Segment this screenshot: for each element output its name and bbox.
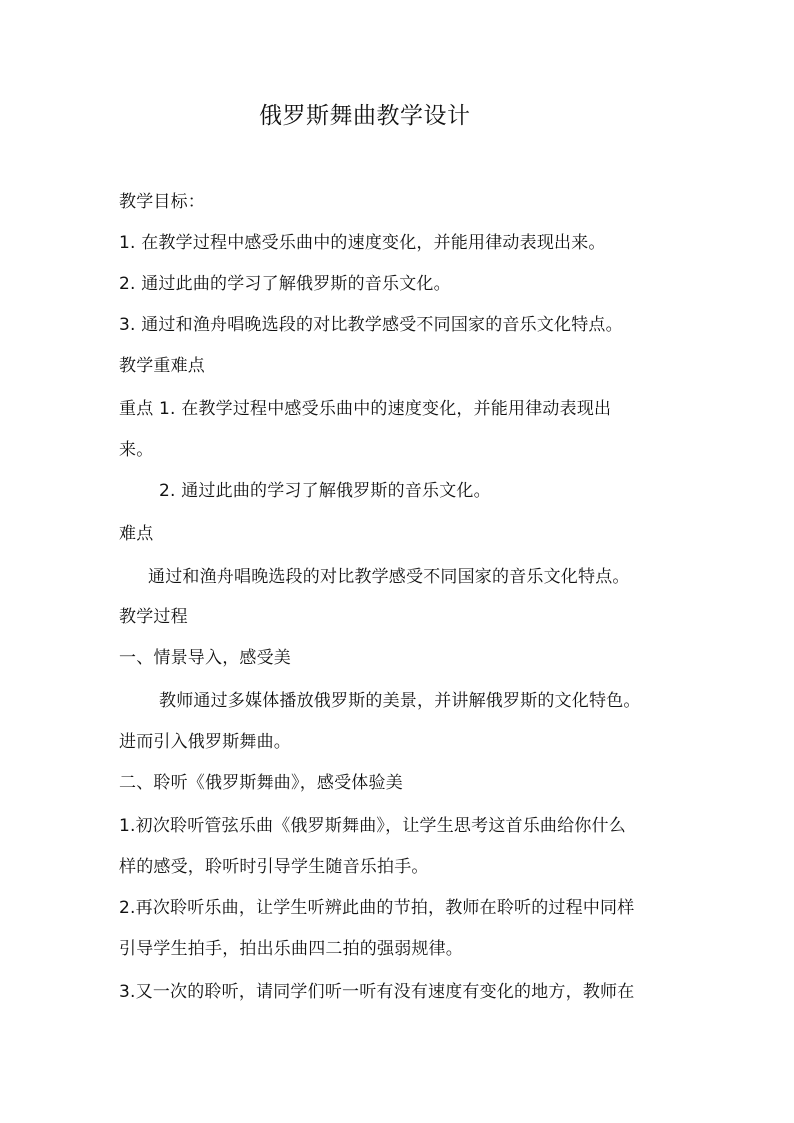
objective-item-1: 1. 在教学过程中感受乐曲中的速度变化，并能用律动表现出来。	[119, 233, 606, 253]
process-step-2-item-1-line-1: 1.初次聆听管弦乐曲《俄罗斯舞曲》，让学生思考这首乐曲给你什么	[119, 816, 626, 836]
section-heading-teaching-process: 教学过程	[119, 607, 188, 627]
process-step-1-text-line-1: 教师通过多媒体播放俄罗斯的美景，并讲解俄罗斯的文化特色。	[159, 691, 641, 711]
key-point-item-2: 2. 通过此曲的学习了解俄罗斯的音乐文化。	[159, 481, 491, 501]
process-step-2-item-2-line-2: 引导学生拍手，拍出乐曲四二拍的强弱规律。	[119, 939, 463, 959]
process-step-2-item-1-line-2: 样的感受，聆听时引导学生随音乐拍手。	[119, 857, 429, 877]
process-step-2-heading: 二、聆听《俄罗斯舞曲》，感受体验美	[119, 773, 403, 793]
process-step-2-item-2-line-1: 2.再次聆听乐曲，让学生听辨此曲的节拍，教师在聆听的过程中同样	[119, 898, 635, 918]
document-title: 俄罗斯舞曲教学设计	[259, 103, 471, 129]
section-heading-objectives: 教学目标：	[119, 192, 205, 212]
process-step-1-heading: 一、情景导入，感受美	[119, 648, 291, 668]
process-step-2-item-3-line-1: 3.又一次的聆听，请同学们听一听有没有速度有变化的地方，教师在	[119, 982, 635, 1002]
process-step-1-text-line-2: 进而引入俄罗斯舞曲。	[119, 732, 291, 752]
section-heading-key-difficult-points: 教学重难点	[119, 356, 205, 376]
difficult-point-text: 通过和渔舟唱晚选段的对比教学感受不同国家的音乐文化特点。	[148, 567, 630, 587]
difficult-point-heading: 难点	[119, 524, 154, 544]
objective-item-2: 2. 通过此曲的学习了解俄罗斯的音乐文化。	[119, 274, 451, 294]
objective-item-3: 3. 通过和渔舟唱晚选段的对比教学感受不同国家的音乐文化特点。	[119, 315, 623, 335]
key-point-line-1: 重点 1. 在教学过程中感受乐曲中的速度变化，并能用律动表现出	[119, 399, 612, 419]
key-point-line-2: 来。	[119, 440, 154, 460]
